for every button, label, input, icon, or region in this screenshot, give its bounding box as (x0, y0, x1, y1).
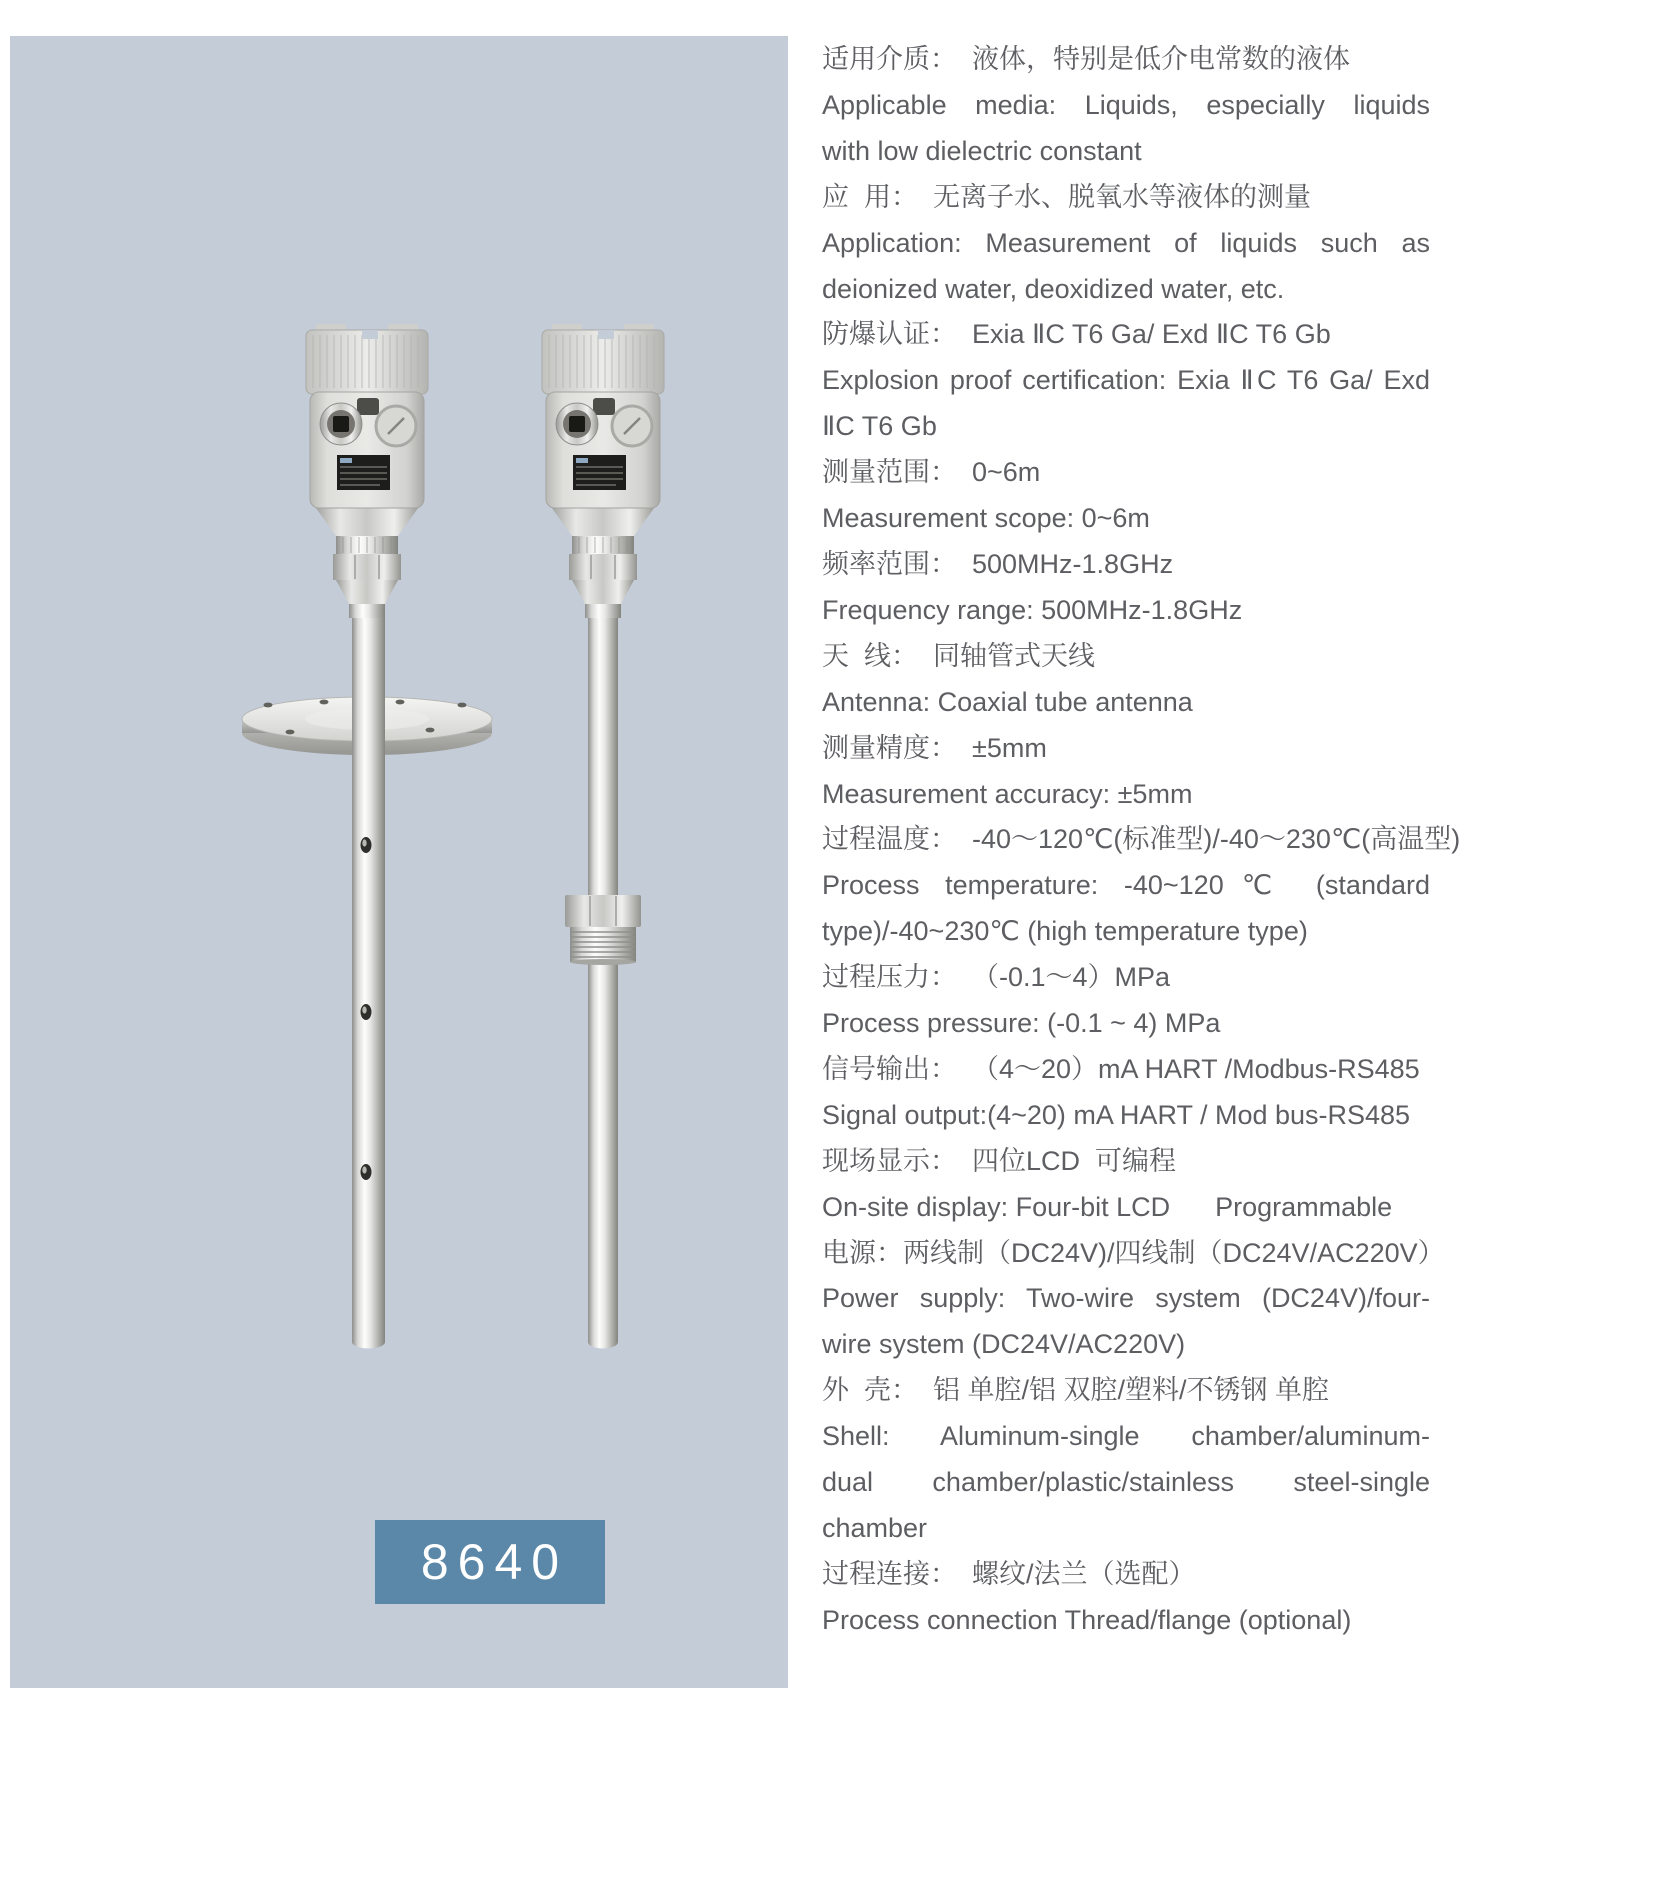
probe-pipe (352, 592, 385, 1342)
spec-line: Signal output:(4~20) mA HART / Mod bus-RS485 (822, 1099, 1411, 1130)
spec-line: Process connection Thread/flange (optional) (822, 1604, 1352, 1635)
spec-line: 测量精度： ±5mm (822, 732, 1047, 763)
spec-line: Measurement scope: 0~6m (822, 503, 1150, 534)
product-panel (10, 36, 788, 1688)
nameplate-label (337, 455, 390, 490)
product-illustration (10, 36, 788, 1688)
spec-line: 频率范围： 500MHz-1.8GHz (822, 548, 1174, 579)
nameplate-label (573, 455, 626, 490)
level-meter-flange-illustration (242, 324, 492, 1349)
spec-list (822, 37, 1461, 1644)
spec-line: wire system (DC24V/AC220V) (822, 1329, 1186, 1360)
spec-line: 应 用： 无离子水、脱氧水等液体的测量 (822, 181, 1312, 212)
spec-line: Power supply: Two-wire system (DC24V)/four- (822, 1283, 1430, 1314)
spec-line: Antenna: Coaxial tube antenna (822, 686, 1193, 717)
level-meter-thread-illustration (542, 324, 664, 1349)
spec-line: 天 线： 同轴管式天线 (822, 640, 1096, 671)
spec-line: Application: Measurement of liquids such as (822, 227, 1430, 258)
housing-cap (306, 330, 428, 394)
spec-line: 过程压力： （-0.1～4）MPa (822, 962, 1171, 993)
model-badge: 8640 (375, 1520, 605, 1604)
spec-line: 现场显示： 四位LCD 可编程 (822, 1145, 1177, 1176)
housing-cap (542, 330, 664, 394)
spec-line: 信号输出： （4～20）mA HART /Modbus-RS485 (822, 1053, 1420, 1084)
probe-pipe (588, 592, 618, 1342)
spec-line: 过程连接： 螺纹/法兰（选配） (822, 1558, 1196, 1589)
blind-plug (593, 398, 615, 415)
hex-nut (569, 554, 637, 580)
spec-line: 电源：两线制（DC24V)/四线制（DC24V/AC220V） (822, 1237, 1445, 1268)
spec-line: 适用介质： 液体，特别是低介电常数的液体 (822, 44, 1351, 74)
blind-plug (357, 398, 379, 415)
spec-line: Process pressure: (-0.1 ~ 4) MPa (822, 1008, 1221, 1039)
spec-line: 外 壳： 铝 单腔/铝 双腔/塑料/不锈钢 单腔 (822, 1375, 1330, 1406)
spec-line: Process temperature: -40~120℃ (standard (822, 870, 1430, 901)
spec-line: On-site display: Four-bit LCD Programmable (822, 1191, 1393, 1222)
spec-line: deionized water, deoxidized water, etc. (822, 273, 1285, 304)
spec-line: dual chamber/plastic/stainless steel-single (822, 1467, 1430, 1498)
spec-line: ⅡC T6 Gb (822, 411, 937, 442)
thread-fitting (565, 895, 641, 965)
spec-line: Explosion proof certification: Exia ⅡC T6 Ga/ Exd (822, 365, 1430, 396)
spec-line: Frequency range: 500MHz-1.8GHz (822, 594, 1243, 625)
spec-line: type)/-40~230℃ (high temperature type) (822, 916, 1308, 947)
spec-line: Measurement accuracy: ±5mm (822, 778, 1193, 809)
spec-line: Shell: Aluminum-single chamber/aluminum- (822, 1421, 1430, 1452)
spec-line: Applicable media: Liquids, especially liquids (822, 89, 1430, 120)
spec-line: 防爆认证： Exia ⅡC T6 Ga/ Exd ⅡC T6 Gb (822, 319, 1331, 350)
spec-line: 过程温度： -40～120℃(标准型)/-40～230℃(高温型) (822, 824, 1461, 855)
hex-nut (333, 554, 401, 580)
spec-line: chamber (822, 1513, 928, 1543)
spec-line: 测量范围： 0~6m (822, 457, 1041, 488)
spec-line: with low dielectric constant (822, 135, 1142, 166)
